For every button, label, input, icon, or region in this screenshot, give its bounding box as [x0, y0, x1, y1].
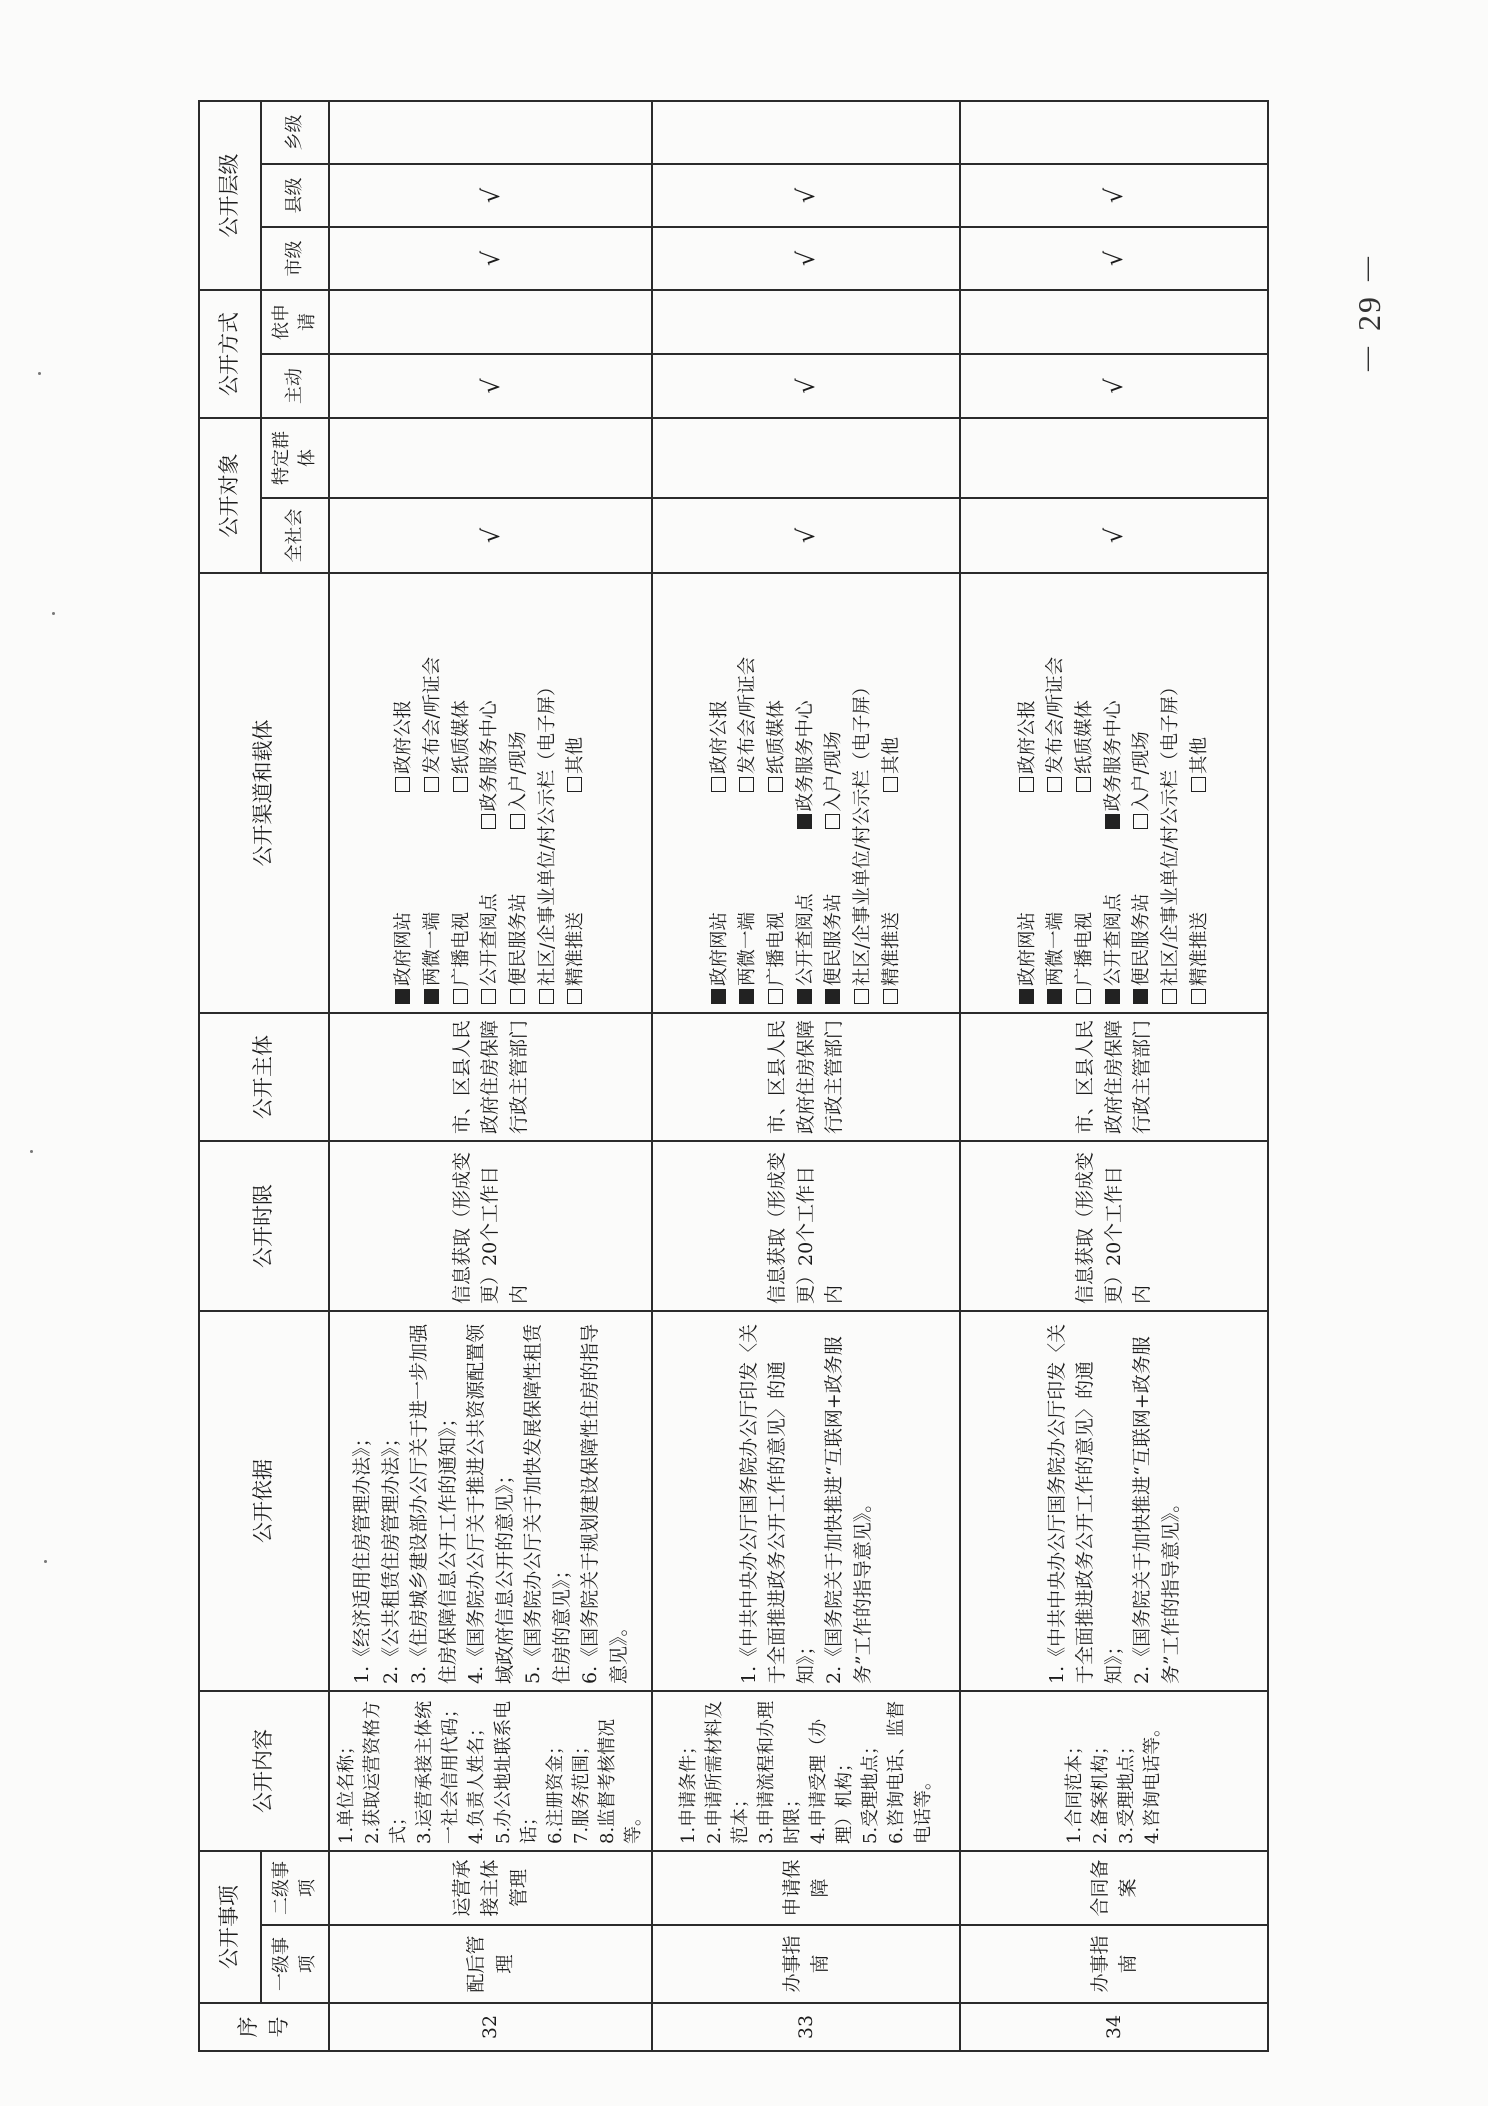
- header-timelimit: 公开时限: [199, 1141, 329, 1311]
- channel-option-label: 精准推送: [565, 911, 587, 986]
- header-basis: 公开依据: [199, 1311, 329, 1691]
- table-row: [329, 101, 652, 2051]
- channel-option-label: 发布会/听证会: [737, 656, 759, 774]
- channel-option-label: 入户/现场: [1131, 731, 1153, 812]
- channel-option-label: 两微一端: [737, 911, 759, 986]
- cell-content: [329, 1691, 652, 1851]
- table-row: [960, 101, 1268, 2051]
- cell-level2: 合同备案: [960, 1851, 1268, 1925]
- channel-option-precise-push: [565, 912, 586, 1004]
- cell-level-city: √: [329, 227, 652, 290]
- cell-seq: 33: [652, 2003, 960, 2051]
- disclosure-table: [198, 100, 1269, 2052]
- list-item: 3.受理地点；: [1116, 1736, 1138, 1844]
- unchecked-box-icon: [1191, 989, 1206, 1004]
- channel-row: [763, 582, 792, 1004]
- channel-option-label: 政务服务中心: [1102, 700, 1124, 812]
- channel-option-label: 纸质媒体: [450, 699, 472, 774]
- channel-option-label: 社区/企事业单位/村公示栏（电子屏）: [536, 677, 558, 986]
- channel-option-service-center: [1103, 700, 1124, 829]
- unchecked-box-icon: [481, 814, 496, 829]
- channel-option-gov-site: [709, 912, 730, 1004]
- channel-option-gov-gazette: [1017, 700, 1038, 792]
- channel-option-label: 其他: [1188, 736, 1210, 774]
- checked-box-icon: [1019, 989, 1034, 1004]
- channel-option-other: [881, 737, 902, 792]
- channel-option-label: 政务服务中心: [794, 700, 816, 812]
- cell-level2: 运营承接主体管理: [329, 1851, 652, 1925]
- channel-option-public-point: [1103, 893, 1124, 1004]
- cell-target-all: √: [329, 498, 652, 573]
- cell-subject: 市、区县人民政府住房保障行政主管部门: [652, 1013, 960, 1141]
- checked-box-icon: [1105, 989, 1120, 1004]
- channel-option-convenience-station: [1131, 893, 1152, 1004]
- channel-option-label: 公开查阅点: [794, 893, 816, 986]
- channel-option-label: 两微一端: [1045, 911, 1067, 986]
- list-item: 4.《国务院办公厅关于推进公共资源配置领域政府信息公开的意见》；: [465, 1323, 516, 1684]
- channel-option-label: 政府网站: [393, 911, 415, 986]
- channel-option-door-to-door: [823, 731, 844, 829]
- checked-box-icon: [825, 989, 840, 1004]
- channel-option-gov-site: [393, 912, 414, 1004]
- channel-option-gov-gazette: [393, 700, 414, 792]
- channel-row: [476, 582, 505, 1004]
- cell-level2: 申请保障: [652, 1851, 960, 1925]
- unchecked-box-icon: [883, 989, 898, 1004]
- channel-option-label: 入户/现场: [823, 731, 845, 812]
- channel-row: [505, 582, 534, 1004]
- unchecked-box-icon: [567, 777, 582, 792]
- checked-box-icon: [797, 814, 812, 829]
- channel-row: [390, 582, 419, 1004]
- scan-speck: [44, 1560, 47, 1563]
- channel-option-precise-push: [881, 912, 902, 1004]
- list-item: 5.《国务院办公厅关于加快发展保障性租赁住房的意见》；: [522, 1323, 573, 1684]
- unchecked-box-icon: [453, 989, 468, 1004]
- channel-row: [534, 582, 563, 1004]
- list-item: 1.合同范本；: [1063, 1736, 1085, 1844]
- channel-option-other: [565, 737, 586, 792]
- list-item: 2.备案机构；: [1090, 1736, 1112, 1844]
- channel-row: [1014, 582, 1043, 1004]
- cell-target-specific: [329, 418, 652, 498]
- channel-option-press-conf: [1045, 657, 1066, 792]
- channel-option-precise-push: [1189, 912, 1210, 1004]
- channel-option-label: 公开查阅点: [479, 893, 501, 986]
- cell-level1: 办事指南: [652, 1925, 960, 2003]
- channel-option-gov-gazette: [709, 700, 730, 792]
- cell-basis: [960, 1311, 1268, 1691]
- unchecked-box-icon: [1047, 777, 1062, 792]
- list-item: 6.《国务院关于规划建设保障性住房的指导意见》。: [579, 1323, 630, 1684]
- channel-option-two-micro: [737, 912, 758, 1004]
- channel-option-label: 精准推送: [880, 911, 902, 986]
- cell-basis: [652, 1311, 960, 1691]
- channel-option-label: 社区/企事业单位/村公示栏（电子屏）: [852, 677, 874, 986]
- channel-row: [1186, 582, 1215, 1004]
- list-item: 1.《中共中央办公厅国务院办公厅印发〈关于全面推进政务公开工作的意见〉的通知》；: [737, 1323, 817, 1684]
- channel-option-label: 发布会/听证会: [421, 656, 443, 774]
- list-item: 5.受理地点；: [860, 1736, 882, 1844]
- unchecked-box-icon: [453, 777, 468, 792]
- channel-option-label: 便民服务站: [507, 893, 529, 986]
- header-level-county: 县级: [261, 164, 329, 227]
- channel-option-door-to-door: [1131, 731, 1152, 829]
- channel-option-public-point: [795, 893, 816, 1004]
- list-item: 6.注册资金；: [544, 1736, 566, 1844]
- channel-option-service-center: [795, 700, 816, 829]
- header-method-request: 依申请: [261, 290, 329, 354]
- list-item: 3.运营承接主体统一社会信用代码；: [414, 1700, 462, 1844]
- unchecked-box-icon: [1162, 989, 1177, 1004]
- checked-box-icon: [797, 989, 812, 1004]
- cell-basis: [329, 1311, 652, 1691]
- list-item: 5.办公地址联系电话；: [492, 1700, 540, 1844]
- channel-option-label: 便民服务站: [823, 893, 845, 986]
- channel-option-label: 政务服务中心: [479, 700, 501, 812]
- channel-option-service-center: [479, 700, 500, 829]
- header-channels: 公开渠道和载体: [199, 573, 329, 1013]
- header-target-all: 全社会: [261, 498, 329, 573]
- channel-option-label: 政府网站: [1016, 911, 1038, 986]
- list-item: 4.申请受理（办理）机构；: [808, 1718, 856, 1844]
- channel-row: [1042, 582, 1071, 1004]
- unchecked-box-icon: [1191, 777, 1206, 792]
- unchecked-box-icon: [1076, 777, 1091, 792]
- cell-level-county: √: [652, 164, 960, 227]
- channel-option-broadcast-tv: [766, 912, 787, 1004]
- channel-option-label: 政府公报: [1016, 699, 1038, 774]
- unchecked-box-icon: [768, 777, 783, 792]
- channel-option-label: 广播电视: [1074, 911, 1096, 986]
- channel-row: [562, 582, 591, 1004]
- header-level-group: 公开层级: [199, 101, 261, 290]
- cell-content: [652, 1691, 960, 1851]
- checked-box-icon: [1047, 989, 1062, 1004]
- cell-level1: 办事指南: [960, 1925, 1268, 2003]
- unchecked-box-icon: [395, 777, 410, 792]
- channel-option-gov-site: [1017, 912, 1038, 1004]
- header-level2: 二级事项: [261, 1851, 329, 1925]
- checked-box-icon: [711, 989, 726, 1004]
- unchecked-box-icon: [510, 814, 525, 829]
- unchecked-box-icon: [711, 777, 726, 792]
- channel-option-label: 两微一端: [421, 911, 443, 986]
- header-method-group: 公开方式: [199, 290, 261, 418]
- header-item-group: 公开事项: [199, 1851, 261, 2003]
- cell-method-request: [960, 290, 1268, 354]
- channel-option-two-micro: [1045, 912, 1066, 1004]
- cell-method-active: √: [960, 354, 1268, 418]
- channel-option-two-micro: [422, 912, 443, 1004]
- rotated-table-container: [198, 102, 1253, 2052]
- channel-option-label: 纸质媒体: [766, 699, 788, 774]
- header-seq: 序号: [199, 2003, 329, 2051]
- channel-row: [706, 582, 735, 1004]
- list-item: 4.咨询电话等。: [1142, 1718, 1164, 1844]
- cell-channels: [329, 573, 652, 1013]
- list-item: 3.申请流程和办理时限；: [755, 1700, 804, 1844]
- channel-option-label: 政府公报: [393, 699, 415, 774]
- scan-speck: [52, 612, 55, 615]
- channel-option-label: 公开查阅点: [1102, 893, 1124, 986]
- unchecked-box-icon: [825, 814, 840, 829]
- channel-row: [448, 582, 477, 1004]
- unchecked-box-icon: [1019, 777, 1034, 792]
- cell-level-town: [960, 101, 1268, 164]
- cell-target-all: √: [960, 498, 1268, 573]
- cell-timelimit: 信息获取（形成变更）20个工作日内: [652, 1141, 960, 1311]
- unchecked-box-icon: [481, 989, 496, 1004]
- channel-option-public-point: [479, 893, 500, 1004]
- unchecked-box-icon: [1076, 989, 1091, 1004]
- checked-box-icon: [424, 989, 439, 1004]
- unchecked-box-icon: [567, 989, 582, 1004]
- cell-timelimit: 信息获取（形成变更）20个工作日内: [329, 1141, 652, 1311]
- unchecked-box-icon: [739, 777, 754, 792]
- channel-option-print-media: [766, 700, 787, 792]
- list-item: 2.申请所需材料及范本；: [703, 1700, 751, 1844]
- table-body: [329, 101, 1268, 2051]
- cell-target-specific: [960, 418, 1268, 498]
- channel-row: [1100, 582, 1129, 1004]
- channel-option-label: 政府公报: [708, 699, 730, 774]
- list-item: 1.单位名称；: [336, 1736, 357, 1844]
- unchecked-box-icon: [510, 989, 525, 1004]
- cell-method-request: [652, 290, 960, 354]
- list-item: 2.《国务院关于加快推进“互联网+政务服务”工作的指导意见》。: [1131, 1336, 1182, 1684]
- header-level-city: 市级: [261, 227, 329, 290]
- cell-level-county: √: [329, 164, 652, 227]
- scan-speck: [30, 1150, 33, 1153]
- channel-row: [878, 582, 907, 1004]
- list-item: 4.负责人姓名；: [466, 1718, 488, 1844]
- header-target-group: 公开对象: [199, 418, 261, 573]
- cell-seq: 34: [960, 2003, 1268, 2051]
- list-item: 8.监督考核情况等。: [596, 1718, 645, 1844]
- channel-option-label: 广播电视: [450, 911, 472, 986]
- unchecked-box-icon: [1133, 814, 1148, 829]
- scan-speck: [38, 372, 41, 375]
- channel-row: [1157, 582, 1186, 1004]
- header-level-town: 乡级: [261, 101, 329, 164]
- cell-content: [960, 1691, 1268, 1851]
- channel-option-label: 其他: [880, 736, 902, 774]
- channel-option-label: 纸质媒体: [1074, 699, 1096, 774]
- checked-box-icon: [1105, 814, 1120, 829]
- list-item: 2.《国务院关于加快推进“互联网+政务服务”工作的指导意见》。: [823, 1336, 874, 1684]
- header-content: 公开内容: [199, 1691, 329, 1851]
- cell-level-town: [652, 101, 960, 164]
- cell-target-specific: [652, 418, 960, 498]
- channel-option-print-media: [451, 700, 472, 792]
- channel-option-label: 广播电视: [766, 911, 788, 986]
- channel-row: [820, 582, 849, 1004]
- list-item: 1.申请条件；: [677, 1736, 699, 1844]
- channel-option-press-conf: [422, 657, 443, 792]
- cell-subject: 市、区县人民政府住房保障行政主管部门: [960, 1013, 1268, 1141]
- channel-row: [1128, 582, 1157, 1004]
- channel-option-label: 发布会/听证会: [1045, 656, 1067, 774]
- list-item: 2.《公共租赁住房管理办法》；: [379, 1428, 402, 1684]
- cell-level-county: √: [960, 164, 1268, 227]
- cell-seq: 32: [329, 2003, 652, 2051]
- channel-row: [792, 582, 821, 1004]
- cell-method-active: √: [329, 354, 652, 418]
- header-level1: 一级事项: [261, 1925, 329, 2003]
- checked-box-icon: [1133, 989, 1148, 1004]
- table-row: [652, 101, 960, 2051]
- unchecked-box-icon: [883, 777, 898, 792]
- header-subject: 公开主体: [199, 1013, 329, 1141]
- channel-row: [734, 582, 763, 1004]
- channel-option-label: 其他: [565, 736, 587, 774]
- channel-option-label: 政府网站: [708, 911, 730, 986]
- list-item: 7.服务范围；: [570, 1736, 592, 1844]
- channel-row: [419, 582, 448, 1004]
- list-item: 1.《中共中央办公厅国务院办公厅印发〈关于全面推进政务公开工作的意见〉的通知》；: [1045, 1323, 1125, 1684]
- channel-option-label: 便民服务站: [1131, 893, 1153, 986]
- cell-channels: [652, 573, 960, 1013]
- list-item: 3.《住房城乡建设部办公厅关于进一步加强住房保障信息公开工作的通知》；: [408, 1323, 459, 1684]
- page-number: － 29 －: [1351, 250, 1388, 376]
- channel-option-community: [537, 678, 558, 1004]
- cell-level-city: √: [652, 227, 960, 290]
- header-method-active: 主动: [261, 354, 329, 418]
- channel-option-convenience-station: [508, 893, 529, 1004]
- unchecked-box-icon: [854, 989, 869, 1004]
- checked-box-icon: [395, 989, 410, 1004]
- cell-level1: 配后管理: [329, 1925, 652, 2003]
- cell-target-all: √: [652, 498, 960, 573]
- cell-level-town: [329, 101, 652, 164]
- channel-option-label: 社区/企事业单位/村公示栏（电子屏）: [1160, 677, 1182, 986]
- list-item: 2.获取运营资格方式；: [362, 1700, 410, 1844]
- unchecked-box-icon: [424, 777, 439, 792]
- channel-option-broadcast-tv: [451, 912, 472, 1004]
- cell-subject: 市、区县人民政府住房保障行政主管部门: [329, 1013, 652, 1141]
- cell-timelimit: 信息获取（形成变更）20个工作日内: [960, 1141, 1268, 1311]
- channel-option-convenience-station: [823, 893, 844, 1004]
- channel-option-door-to-door: [508, 731, 529, 829]
- header-row-1: [199, 101, 261, 2051]
- header-target-specific: 特定群体: [261, 418, 329, 498]
- channel-option-label: 精准推送: [1188, 911, 1210, 986]
- channel-option-label: 入户/现场: [507, 731, 529, 812]
- cell-level-city: √: [960, 227, 1268, 290]
- cell-method-active: √: [652, 354, 960, 418]
- unchecked-box-icon: [768, 989, 783, 1004]
- cell-channels: [960, 573, 1268, 1013]
- list-item: 6.咨询电话、监督电话等。: [886, 1700, 934, 1844]
- checked-box-icon: [739, 989, 754, 1004]
- unchecked-box-icon: [539, 989, 554, 1004]
- channel-option-broadcast-tv: [1074, 912, 1095, 1004]
- cell-method-request: [329, 290, 652, 354]
- channel-option-community: [1160, 678, 1181, 1004]
- channel-option-print-media: [1074, 700, 1095, 792]
- channel-option-other: [1189, 737, 1210, 792]
- channel-option-community: [852, 678, 873, 1004]
- channel-row: [849, 582, 878, 1004]
- channel-option-press-conf: [737, 657, 758, 792]
- channel-row: [1071, 582, 1100, 1004]
- list-item: 1.《经济适用住房管理办法》；: [351, 1428, 374, 1684]
